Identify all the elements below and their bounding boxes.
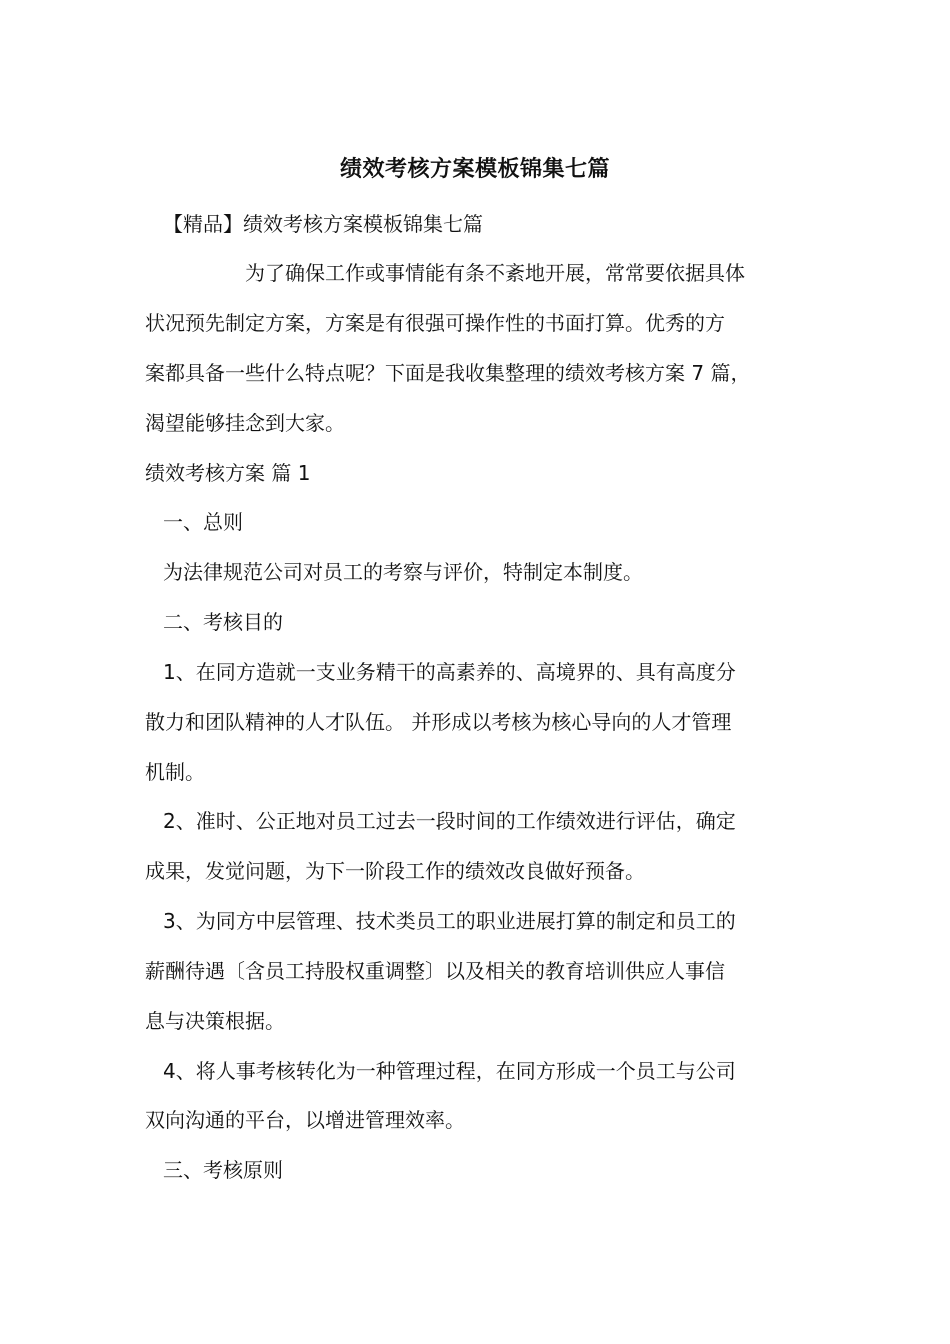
body-line: 为法律规范公司对员工的考察与评价，特制定本制度。 bbox=[163, 560, 643, 584]
body-line: 散力和团队精神的人才队伍。 并形成以考核为核心导向的人才管理 bbox=[145, 710, 732, 734]
body-line: 案都具备一些什么特点呢？下面是我收集整理的绩效考核方案 7 篇， bbox=[145, 361, 751, 385]
body-line: 渴望能够挂念到大家。 bbox=[145, 411, 345, 435]
body-line: 1、在同方造就一支业务精干的高素养的、高境界的、具有高度分 bbox=[163, 660, 736, 684]
body-line: 成果，发觉问题，为下一阶段工作的绩效改良做好预备。 bbox=[145, 859, 645, 883]
body-line: 三、考核原则 bbox=[163, 1158, 283, 1182]
body-line: 一、总则 bbox=[163, 510, 243, 534]
body-line: 息与决策根据。 bbox=[145, 1009, 285, 1033]
body-line: 绩效考核方案 篇 1 bbox=[145, 461, 311, 485]
body-line: 3、为同方中层管理、技术类员工的职业进展打算的制定和员工的 bbox=[163, 909, 736, 933]
body-line: 机制。 bbox=[145, 760, 205, 784]
body-line: 双向沟通的平台，以增进管理效率。 bbox=[145, 1108, 465, 1132]
body-line: 【精品】绩效考核方案模板锦集七篇 bbox=[163, 212, 483, 236]
body-line: 二、考核目的 bbox=[163, 610, 283, 634]
body-line: 状况预先制定方案，方案是有很强可操作性的书面打算。优秀的方 bbox=[145, 311, 725, 335]
body-line: 2、准时、公正地对员工过去一段时间的工作绩效进行评估，确定 bbox=[163, 809, 736, 833]
body-line: 4、将人事考核转化为一种管理过程，在同方形成一个员工与公司 bbox=[163, 1059, 736, 1083]
document-title: 绩效考核方案模板锦集七篇 bbox=[339, 157, 610, 182]
body-line: 薪酬待遇〔含员工持股权重调整〕以及相关的教育培训供应人事信 bbox=[145, 959, 725, 983]
body-line: 为了确保工作或事情能有条不紊地开展，常常要依据具体 bbox=[245, 261, 745, 285]
